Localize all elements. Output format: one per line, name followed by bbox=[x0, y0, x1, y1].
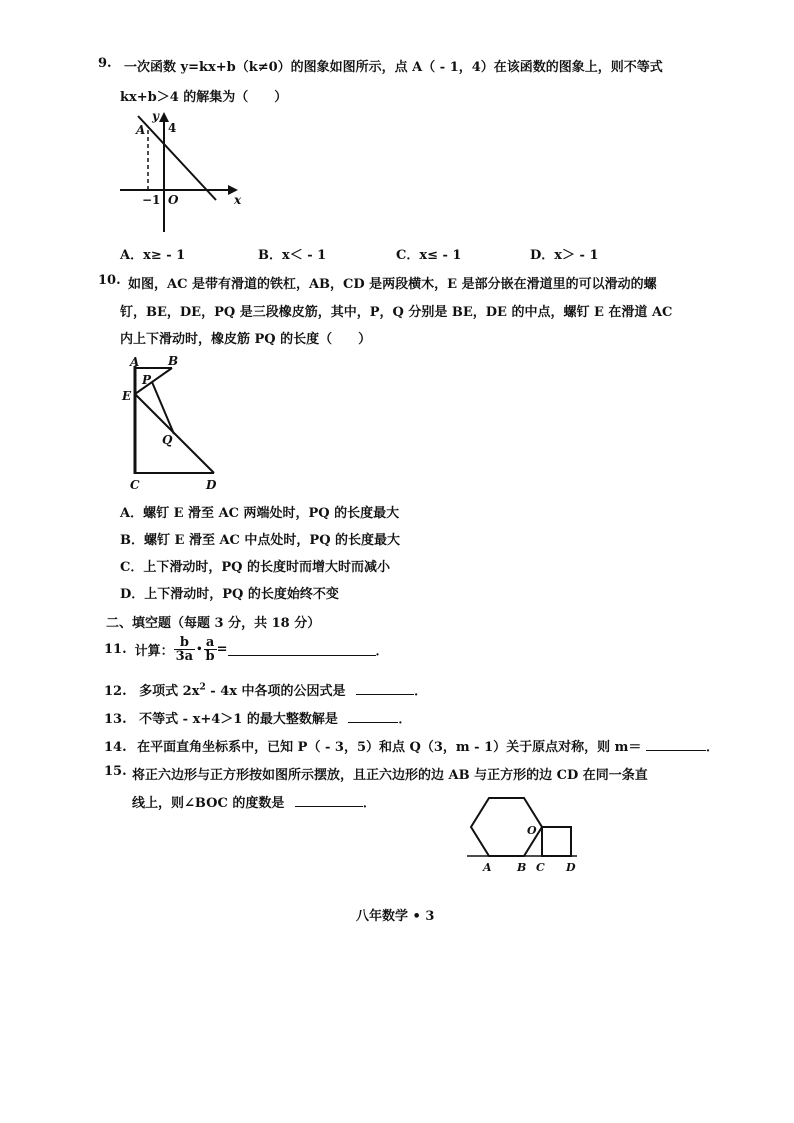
q14-end: ． bbox=[705, 740, 719, 755]
q15-text-line2: 线上，则∠BOC 的度数是 bbox=[132, 796, 285, 811]
q12-answer-blank[interactable] bbox=[356, 682, 414, 695]
q11-fraction-2-denominator: b bbox=[205, 649, 215, 664]
q13-text: 不等式 - x+4＞1 的最大整数解是 bbox=[139, 712, 338, 727]
q12-text-before: 多项式 2x bbox=[139, 684, 200, 699]
q10-sliding-rail-figure bbox=[118, 352, 228, 492]
q11-fraction-1-denominator: 3a bbox=[175, 649, 194, 664]
label-d: D bbox=[566, 861, 576, 874]
q9-text-line2: kx+b＞4 的解集为（ ） bbox=[120, 90, 288, 105]
q11-multiply-dot: • bbox=[196, 644, 203, 655]
q10-text-line2: 钉，BE，DE，PQ 是三段橡皮筋，其中，P，Q 分别是 BE，DE 的中点，螺钉 E 在滑道 AC bbox=[120, 305, 673, 320]
q14-answer-blank[interactable] bbox=[646, 738, 706, 751]
q15-text-line1: 将正六边形与正方形按如图所示摆放，且正六边形的边 AB 与正方形的边 CD 在同一条直 bbox=[132, 768, 648, 783]
q15-hexagon-square-figure bbox=[465, 792, 585, 876]
label-p: P bbox=[142, 373, 152, 387]
page-footer: 八年数学 • 3 bbox=[356, 909, 435, 924]
q11-row bbox=[104, 636, 389, 663]
q12-row bbox=[104, 680, 427, 699]
q10-text-line3: 内上下滑动时，橡皮筋 PQ 的长度（ ） bbox=[120, 332, 372, 347]
band-be bbox=[135, 368, 172, 394]
point-a-label: A bbox=[136, 123, 146, 137]
q15-number: 15. bbox=[104, 764, 127, 779]
label-b: B bbox=[517, 861, 527, 874]
origin-label: O bbox=[168, 193, 179, 207]
q9-option-b: B．x＜ - 1 bbox=[258, 248, 327, 263]
function-line bbox=[138, 116, 216, 200]
q14-text: 在平面直角坐标系中，已知 P（ - 3，5）和点 Q（3，m - 1）关于原点对称，则 m＝ bbox=[137, 740, 642, 755]
label-a: A bbox=[483, 861, 492, 874]
label-e: E bbox=[122, 389, 132, 403]
square bbox=[542, 827, 571, 856]
q12-end: ． bbox=[414, 684, 428, 699]
q14-number: 14. bbox=[104, 740, 127, 755]
q15-end: ． bbox=[362, 796, 376, 811]
q9-text-line1: 一次函数 y=kx+b（k≠0）的图象如图所示，点 A（ - 1，4）在该函数的图象上，则不等式 bbox=[124, 60, 663, 75]
q12-number: 12. bbox=[104, 684, 127, 699]
label-q: Q bbox=[162, 433, 173, 447]
q10-number: 10. bbox=[98, 273, 121, 288]
q10-option-d: D．上下滑动时，PQ 的长度始终不变 bbox=[120, 587, 339, 602]
q10-option-c: C．上下滑动时，PQ 的长度时而增大时而减小 bbox=[120, 560, 390, 575]
label-c: C bbox=[130, 478, 140, 492]
q11-fraction-1-numerator: b bbox=[174, 636, 195, 650]
q12-text-after: - 4x 中各项的公因式是 bbox=[205, 684, 346, 699]
q13-row bbox=[104, 708, 411, 727]
q11-fraction-1 bbox=[174, 636, 195, 663]
q11-fraction-2-numerator: a bbox=[204, 636, 217, 650]
q13-answer-blank[interactable] bbox=[348, 710, 398, 723]
q9-option-c: C．x≤ - 1 bbox=[396, 248, 462, 263]
q13-end: ． bbox=[398, 712, 412, 727]
x-value-minus-one-label: −1 bbox=[142, 193, 161, 207]
q11-number: 11. bbox=[104, 642, 127, 657]
q10-option-a: A．螺钉 E 滑至 AC 两端处时，PQ 的长度最大 bbox=[120, 506, 400, 521]
label-b: B bbox=[168, 354, 179, 368]
label-o: O bbox=[527, 824, 537, 837]
y-value-four-label: 4 bbox=[168, 121, 177, 135]
q14-row bbox=[104, 736, 719, 755]
q11-prefix: 计算： bbox=[134, 644, 174, 659]
q11-answer-blank[interactable] bbox=[228, 643, 376, 656]
q9-number: 9. bbox=[98, 56, 112, 71]
q13-number: 13. bbox=[104, 712, 127, 727]
x-axis-label: x bbox=[234, 193, 242, 207]
section-2-heading: 二、填空题（每题 3 分，共 18 分） bbox=[106, 616, 321, 631]
q12-superscript: 2 bbox=[199, 682, 206, 693]
q11-fraction-2 bbox=[204, 636, 217, 663]
q15-text-line2-row bbox=[132, 792, 376, 811]
q11-end: ． bbox=[375, 644, 389, 659]
q15-answer-blank[interactable] bbox=[295, 794, 363, 807]
q9-option-d: D．x＞ - 1 bbox=[530, 248, 599, 263]
q11-equals: = bbox=[216, 642, 228, 657]
q10-text-line1: 如图，AC 是带有滑道的铁杠，AB，CD 是两段横木，E 是部分嵌在滑道里的可以滑动的螺 bbox=[128, 277, 657, 292]
y-axis-label: y bbox=[152, 109, 159, 123]
band-pq bbox=[152, 382, 174, 434]
label-a: A bbox=[130, 355, 140, 369]
label-c: C bbox=[536, 861, 545, 874]
q10-option-b: B．螺钉 E 滑至 AC 中点处时，PQ 的长度最大 bbox=[120, 533, 401, 548]
q9-option-a: A．x≥ - 1 bbox=[120, 248, 186, 263]
label-d: D bbox=[206, 478, 217, 492]
q9-function-graph bbox=[112, 108, 247, 236]
